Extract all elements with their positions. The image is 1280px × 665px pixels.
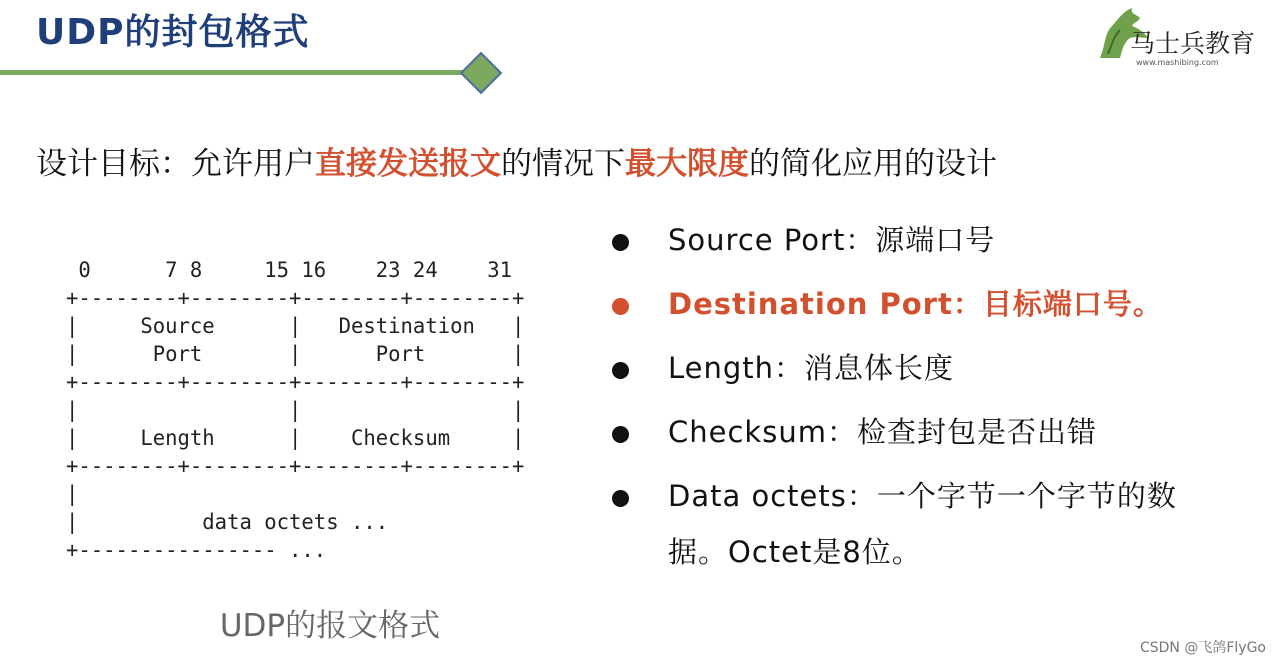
- design-goal-part-3: 的简化应用的设计: [749, 146, 997, 182]
- bullet-dot-icon: [612, 490, 629, 507]
- slide-title: UDP的封包格式: [36, 12, 310, 53]
- design-goal-highlight-2: 最大限度: [625, 146, 749, 182]
- bullet-dot-icon: [612, 426, 629, 443]
- list-item-text: Length：消息体长度: [668, 351, 955, 385]
- title-underline: [0, 70, 480, 75]
- title-diamond-ornament: [460, 52, 502, 94]
- design-goal-part-1: 设计目标：允许用户: [36, 146, 315, 182]
- bullet-dot-icon: [612, 362, 629, 379]
- logo-name: 马士兵教育: [1130, 29, 1256, 58]
- list-item-text: Source Port：源端口号: [668, 223, 996, 257]
- list-item-data-octets: [608, 476, 1248, 586]
- udp-header-diagram: 0 7 8 15 16 23 24 31 +--------+--------+--------+--------+ | Source | Destination | | Port | Port | +--------+--------+--------+--------+ | | | | Length | Checksum | +--------+--------+--------+--------+ | | data octets ... +---------------- ...: [66, 258, 525, 562]
- field-description-list: [608, 220, 1248, 586]
- design-goal-part-2: 的情况下: [501, 146, 625, 182]
- brand-logo: [1092, 4, 1262, 70]
- list-item-checksum: [608, 412, 1248, 476]
- list-item-text: Destination Port：目标端口号。: [668, 287, 1163, 321]
- list-item-destination-port: [608, 284, 1248, 348]
- list-item-text: Checksum：检查封包是否出错: [668, 415, 1097, 449]
- csdn-watermark: CSDN @飞鸽FlyGo: [1139, 640, 1266, 656]
- list-item-length: [608, 348, 1248, 412]
- design-goal-text: [36, 138, 997, 183]
- list-item-text: Data octets：一个字节一个字节的数据。Octet是8位。: [668, 479, 1177, 569]
- list-item-source-port: [608, 220, 1248, 284]
- bullet-dot-icon: [612, 234, 629, 251]
- logo-url: www.mashibing.com: [1136, 58, 1219, 67]
- diagram-caption: UDP的报文格式: [219, 608, 441, 644]
- bullet-dot-icon: [612, 298, 629, 315]
- design-goal-highlight-1: 直接发送报文: [315, 146, 501, 182]
